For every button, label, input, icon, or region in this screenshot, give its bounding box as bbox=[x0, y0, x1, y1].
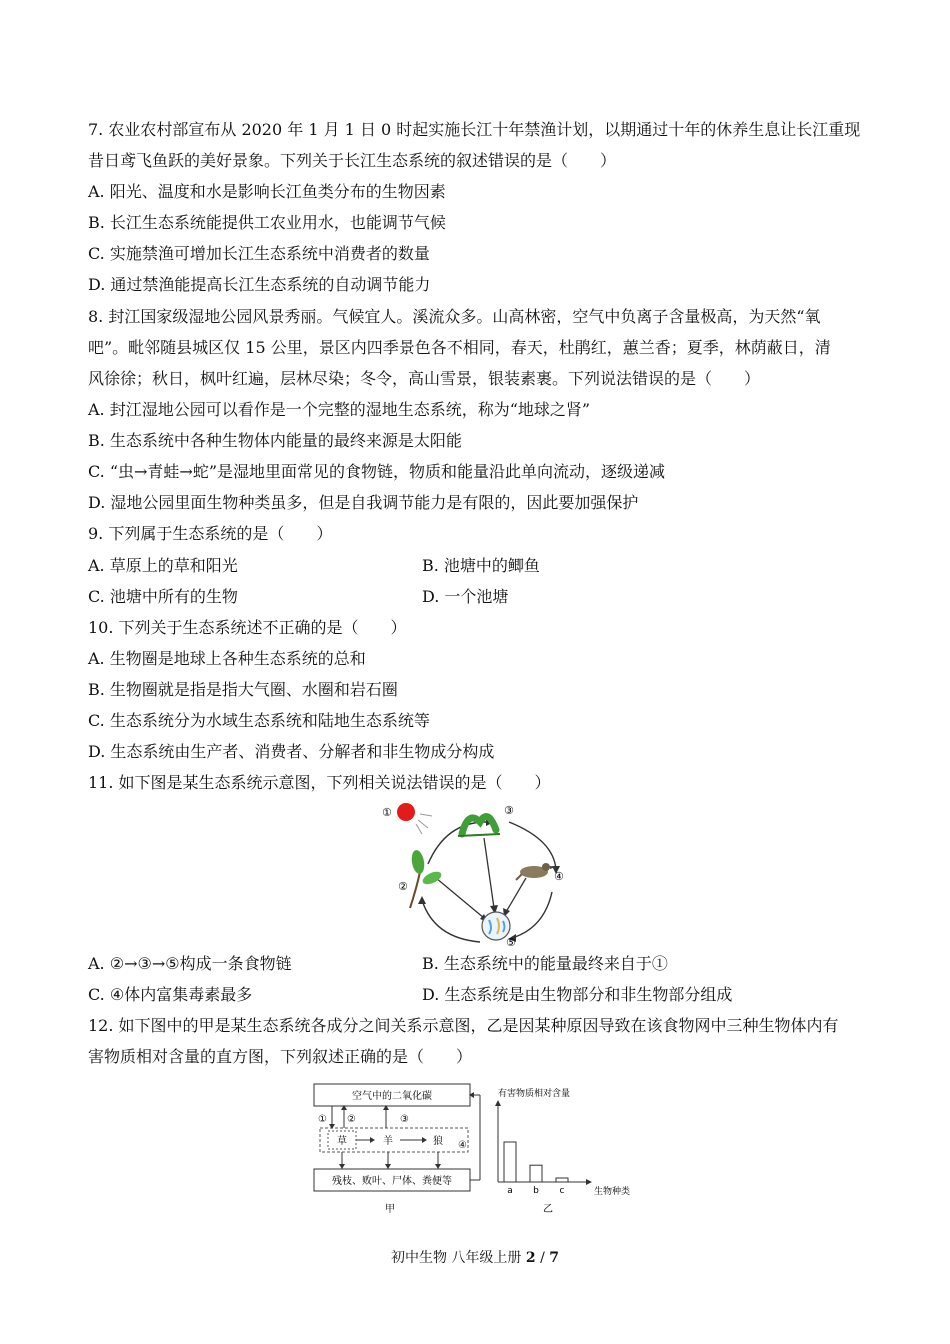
y-axis-arrowhead bbox=[495, 1100, 501, 1106]
bar-a bbox=[504, 1142, 516, 1182]
label-3: ③ bbox=[504, 804, 514, 817]
q10-stem: 10. 下列关于生态系统述不正确的是（ ） bbox=[88, 618, 407, 637]
plant-icon bbox=[410, 849, 443, 908]
num-2: ② bbox=[347, 1114, 356, 1125]
sheep-label: 羊 bbox=[383, 1136, 393, 1147]
q10-option-c: C. 生态系统分为水域生态系统和陆地生态系统等 bbox=[88, 711, 430, 730]
chart-ylabel: 有害物质相对含量 bbox=[498, 1089, 571, 1099]
q9-option-c: C. 池塘中所有的生物 bbox=[88, 587, 238, 606]
q8-option-a: A. 封江湿地公园可以看作是一个完整的湿地生态系统，称为“地球之肾” bbox=[88, 400, 591, 419]
footer-total-pages: 7 bbox=[549, 1250, 560, 1266]
figure-jia-caption: 甲 bbox=[385, 1204, 395, 1215]
remains-box-label: 残枝、败叶、尸体、粪便等 bbox=[332, 1176, 452, 1187]
label-5: ⑤ bbox=[506, 936, 516, 949]
q7-stem-line1: 7. 农业农村部宣布从 2020 年 1 月 1 日 0 时起实施长江十年禁渔计划，以期通过十年的休养生息让长江重现 bbox=[88, 120, 861, 139]
q10-option-b: B. 生物圈就是指是指大气圈、水圈和岩石圈 bbox=[88, 680, 398, 699]
tick-label-c: c bbox=[559, 1186, 565, 1196]
q11-option-d: D. 生态系统是由生物部分和非生物部分组成 bbox=[422, 985, 733, 1004]
q7-stem-line2: 昔日鸢飞鱼跃的美好景象。下列关于长江生态系统的叙述错误的是（ ） bbox=[88, 151, 617, 170]
q8-option-b: B. 生态系统中各种生物体内能量的最终来源是太阳能 bbox=[88, 431, 462, 450]
q12-stem-line1: 12. 如下图中的甲是某生态系统各成分之间关系示意图，乙是因某种原因导致在该食物网中三种生物体内有 bbox=[88, 1016, 839, 1035]
label-4: ④ bbox=[554, 870, 564, 883]
num-3: ③ bbox=[400, 1114, 409, 1125]
q12-figure-yi-chart bbox=[488, 1082, 648, 1218]
arrowhead bbox=[422, 1137, 427, 1143]
q7-option-c: C. 实施禁渔可增加长江生态系统中消费者的数量 bbox=[88, 244, 430, 263]
q11-option-a: A. ②→③→⑤构成一条食物链 bbox=[88, 954, 292, 973]
q12-figure-jia bbox=[312, 1082, 490, 1218]
co2-box-label: 空气中的二氧化碳 bbox=[352, 1091, 432, 1102]
x-axis-arrowhead bbox=[586, 1179, 592, 1185]
page-footer bbox=[0, 1247, 950, 1267]
arrow-bird-to-decomposer bbox=[506, 878, 526, 912]
arrowhead bbox=[385, 1164, 391, 1169]
bars-group bbox=[504, 1142, 568, 1196]
arrowhead bbox=[339, 1164, 345, 1169]
label-1: ① bbox=[382, 806, 392, 819]
chart-xlabel: 生物种类 bbox=[594, 1187, 631, 1197]
q7-option-b: B. 长江生态系统能提供工农业用水，也能调节气候 bbox=[88, 213, 446, 232]
q9-stem: 9. 下列属于生态系统的是（ ） bbox=[88, 524, 333, 543]
caterpillar-icon bbox=[458, 817, 500, 836]
q10-option-d: D. 生态系统由生产者、消费者、分解者和非生物成分构成 bbox=[88, 742, 495, 761]
tick-label-b: b bbox=[533, 1186, 539, 1196]
q8-stem-line1: 8. 封江国家级湿地公园风景秀丽。气候宜人。溪流众多。山高林密，空气中负离子含量极高，为天然“氧 bbox=[88, 307, 821, 326]
q11-ecosystem-diagram bbox=[376, 800, 576, 950]
arrowhead bbox=[418, 896, 426, 904]
label-2: ② bbox=[398, 880, 408, 893]
arc-plant-to-caterpillar bbox=[428, 822, 486, 864]
grass-label: 草 bbox=[337, 1136, 347, 1147]
bird-icon bbox=[516, 863, 556, 880]
num-4: ④ bbox=[458, 1140, 467, 1151]
arc-decomposer-to-plant bbox=[422, 900, 480, 942]
q11-option-b: B. 生态系统中的能量最终来自于① bbox=[422, 954, 668, 973]
q8-option-c: C. “虫→青蛙→蛇”是湿地里面常见的食物链，物质和能量沿此单向流动，逐级递减 bbox=[88, 462, 666, 481]
footer-separator: / bbox=[535, 1250, 550, 1266]
q12-stem-line2: 害物质相对含量的直方图，下列叙述正确的是（ ） bbox=[88, 1047, 473, 1066]
q9-option-a: A. 草原上的草和阳光 bbox=[88, 556, 238, 575]
q10-option-a: A. 生物圈是地球上各种生态系统的总和 bbox=[88, 649, 366, 668]
wolf-label: 狼 bbox=[433, 1136, 443, 1147]
arrow-plant-to-decomposer bbox=[436, 878, 484, 918]
q11-stem: 11. 如下图是某生态系统示意图，下列相关说法错误的是（ ） bbox=[88, 773, 551, 792]
q8-stem-line3: 风徐徐；秋日，枫叶红遍，层林尽染；冬令，高山雪景，银装素裹。下列说法错误的是（ ） bbox=[88, 369, 761, 388]
tick-label-a: a bbox=[507, 1186, 513, 1196]
arc-caterpillar-to-bird bbox=[509, 822, 556, 870]
q9-option-b: B. 池塘中的鲫鱼 bbox=[422, 556, 540, 575]
q7-option-a: A. 阳光、温度和水是影响长江鱼类分布的生物因素 bbox=[88, 182, 446, 201]
arrowhead bbox=[370, 1137, 375, 1143]
figure-yi-caption: 乙 bbox=[543, 1204, 553, 1215]
q9-option-d: D. 一个池塘 bbox=[422, 587, 509, 606]
bar-b bbox=[530, 1165, 542, 1182]
num-1: ① bbox=[318, 1114, 327, 1125]
q8-option-d: D. 湿地公园里面生物种类虽多，但是自我调节能力是有限的，因此要加强保护 bbox=[88, 493, 639, 512]
arrowhead bbox=[435, 1164, 441, 1169]
q7-option-d: D. 通过禁渔能提高长江生态系统的自动调节能力 bbox=[88, 275, 431, 294]
arrow-caterpillar-to-decomposer bbox=[484, 838, 494, 908]
arc-bird-to-decomposer bbox=[512, 892, 552, 938]
q8-stem-line2: 吧”。毗邻随县城区仅 15 公里，景区内四季景色各不相同，春天，杜鹃红，蕙兰香；夏季，林荫蔽日，清 bbox=[88, 338, 831, 357]
footer-text: 初中生物 八年级上册 bbox=[390, 1250, 526, 1266]
bar-c bbox=[556, 1178, 568, 1182]
sun-icon bbox=[397, 803, 432, 834]
footer-page-number: 2 bbox=[525, 1250, 536, 1266]
arrowhead bbox=[329, 1124, 335, 1129]
q11-option-c: C. ④体内富集毒素最多 bbox=[88, 985, 253, 1004]
